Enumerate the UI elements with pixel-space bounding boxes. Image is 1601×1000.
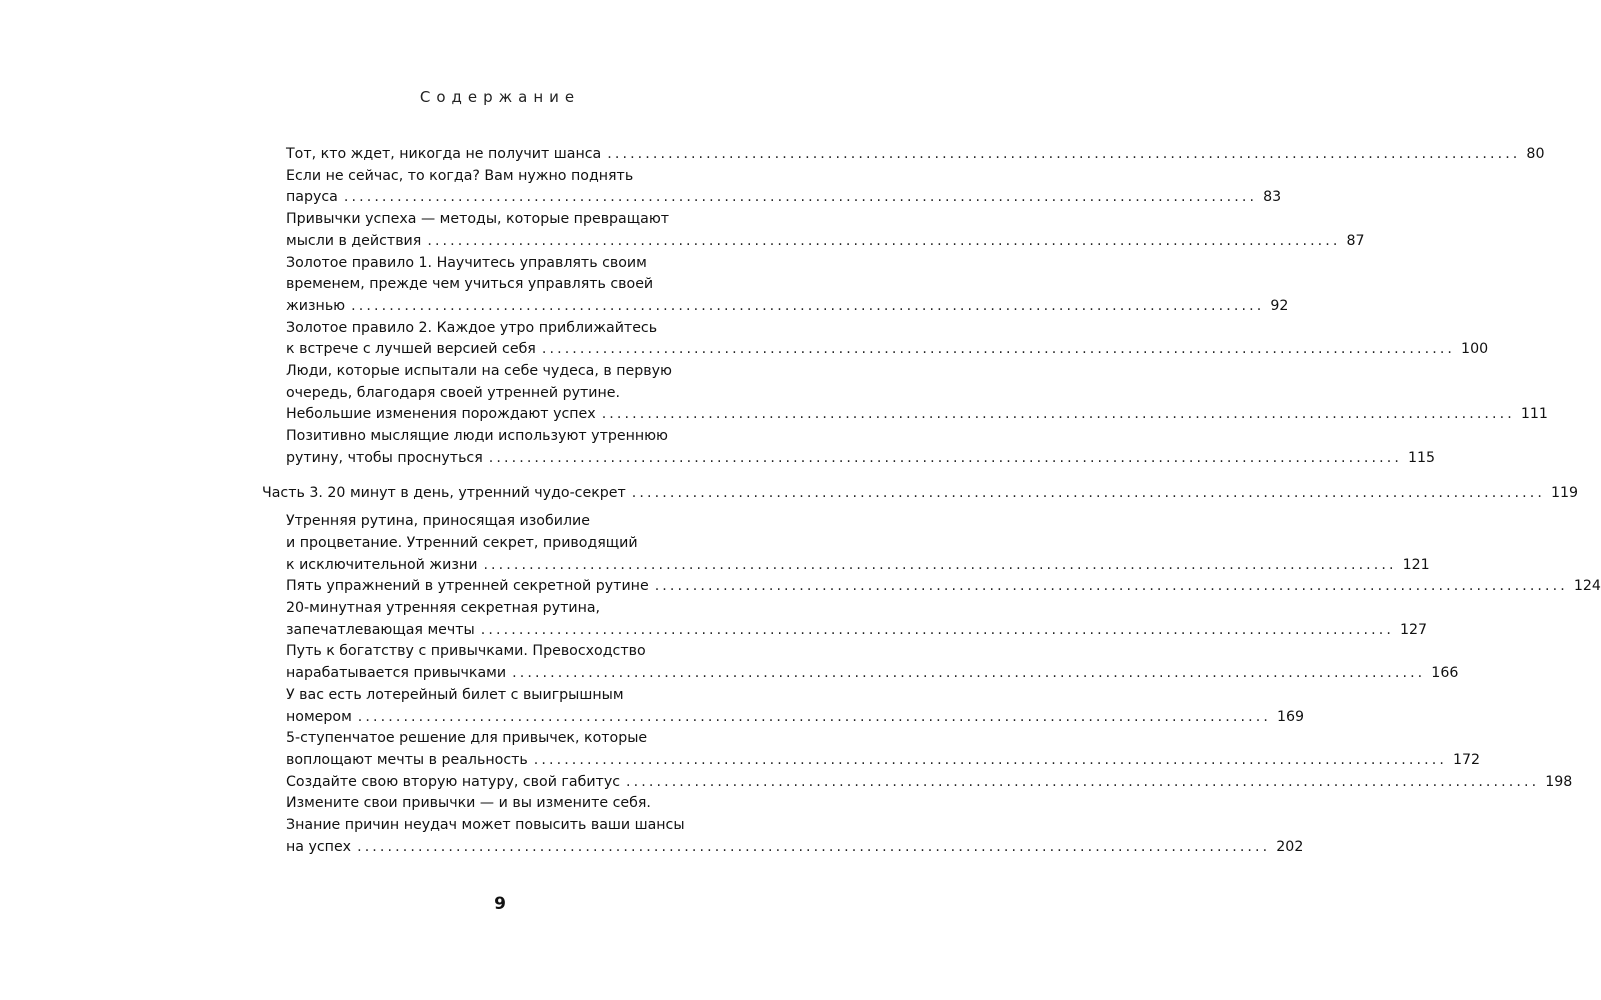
- dot-leader: ........................................................................................................................: [631, 484, 1545, 501]
- dot-leader: ........................................................................................................................: [351, 297, 1265, 314]
- toc-entry-text: Утренняя рутина, приносящая изобилие: [286, 513, 590, 530]
- toc-entry: [262, 598, 1428, 641]
- toc-part-entry: [262, 483, 1579, 505]
- dot-leader: ........................................................................................................................: [607, 146, 1521, 162]
- dot-leader: ........................................................................................................................: [488, 449, 1402, 466]
- toc-entry: [262, 815, 1304, 858]
- toc-entry-text: Создайте свою вторую натуру, свой габитус: [286, 773, 621, 790]
- toc-entry-text: мысли в действия: [286, 232, 422, 249]
- toc-entry-text: Золотое правило 2. Каждое утро приближайтесь: [286, 319, 658, 336]
- toc-entry: [262, 685, 1305, 728]
- dot-leader: ........................................................................................................................: [601, 406, 1515, 423]
- toc-entry-text: Тот, кто ждет, никогда не получит шанса: [286, 146, 602, 162]
- toc-entry: [262, 209, 1365, 252]
- toc-entry-text: Золотое правило 1. Научитесь управлять своим: [286, 254, 647, 271]
- toc-page-number: 87: [1346, 232, 1365, 249]
- toc-page-number: 127: [1399, 621, 1428, 638]
- toc-entry-text: и процветание. Утренний секрет, приводящий: [286, 534, 638, 551]
- toc-entry: [262, 166, 1282, 209]
- toc-page-number: 172: [1452, 751, 1481, 768]
- toc-entry-text: паруса: [286, 189, 338, 206]
- dot-leader: ........................................................................................................................: [357, 708, 1271, 725]
- toc-entry: [262, 576, 1601, 598]
- toc-page-number: 124: [1573, 578, 1601, 595]
- toc-entry-text: воплощают мечты в реальность: [286, 751, 528, 768]
- toc-page-number: 80: [1526, 146, 1545, 162]
- toc-entry-text: Пять упражнений в утренней секретной рутине: [286, 578, 649, 595]
- toc-page-number: 100: [1461, 341, 1489, 358]
- toc-entry: [262, 318, 1489, 361]
- toc-entry-text: Позитивно мыслящие люди используют утреннюю: [286, 428, 669, 445]
- dot-leader: ........................................................................................................................: [533, 751, 1447, 768]
- toc-entry-text: к исключительной жизни: [286, 556, 478, 573]
- toc-page-number: 119: [1550, 484, 1579, 501]
- toc-page-number: 111: [1520, 406, 1548, 423]
- dot-leader: ........................................................................................................................: [343, 189, 1258, 206]
- toc-page-number: 198: [1545, 773, 1573, 790]
- toc-entry-text: запечатлевающая мечты: [286, 621, 475, 638]
- dot-leader: ........................................................................................................................: [480, 621, 1394, 638]
- toc-entry-text: Измените свои привычки — и вы измените себя.: [286, 795, 651, 812]
- toc-page-number: 166: [1431, 665, 1459, 682]
- toc-page-number: 202: [1276, 838, 1304, 855]
- toc-entry: [262, 772, 1573, 794]
- toc-entry-text: 20-минутная утренняя секретная рутина,: [286, 600, 601, 617]
- toc-page-number: 115: [1407, 449, 1436, 466]
- dot-leader: ........................................................................................................................: [483, 556, 1397, 573]
- toc-entry-text: Знание причин неудач может повысить ваши шансы: [286, 817, 685, 834]
- table-of-contents: [262, 144, 1601, 859]
- toc-entry: [262, 426, 1436, 469]
- dot-leader: ........................................................................................................................: [626, 773, 1540, 790]
- toc-entry-text: Люди, которые испытали на себе чудеса, в первую: [286, 363, 672, 380]
- toc-page-number: 169: [1276, 708, 1305, 725]
- dot-leader: ........................................................................................................................: [427, 232, 1341, 249]
- dot-leader: ........................................................................................................................: [654, 578, 1568, 595]
- toc-entry-text: 5-ступенчатое решение для привычек, которые: [286, 730, 648, 747]
- toc-entry-text: к встрече с лучшей версией себя: [286, 341, 536, 358]
- toc-entry-text: Небольшие изменения порождают успех: [286, 406, 596, 423]
- toc-entry-text: рутину, чтобы проснуться: [286, 449, 483, 466]
- toc-entry: [262, 511, 1430, 576]
- toc-entry-text: У вас есть лотерейный билет с выигрышным: [286, 686, 624, 703]
- toc-entry-text: Привычки успеха — методы, которые превращают: [286, 211, 670, 228]
- dot-leader: ........................................................................................................................: [512, 665, 1426, 682]
- toc-entry-text: Если не сейчас, то когда? Вам нужно поднять: [286, 167, 634, 184]
- toc-entry-text: очередь, благодаря своей утренней рутине.: [286, 384, 621, 401]
- toc-entry: [262, 404, 1548, 426]
- toc-entry: [262, 144, 1545, 166]
- toc-entry-text: номером: [286, 708, 352, 725]
- toc-entry-text: временем, прежде чем учиться управлять своей: [286, 276, 654, 293]
- toc-page-number: 92: [1270, 297, 1289, 314]
- dot-leader: ........................................................................................................................: [357, 838, 1271, 855]
- toc-entry: [262, 728, 1481, 771]
- dot-leader: ........................................................................................................................: [541, 341, 1456, 358]
- page-number: 9: [494, 894, 506, 914]
- toc-entry: [262, 361, 742, 404]
- toc-page-number: 83: [1263, 189, 1282, 206]
- toc-entry-text: Путь к богатству с привычками. Превосходство: [286, 643, 646, 660]
- toc-entry-text: на успех: [286, 838, 352, 855]
- toc-entry: [262, 641, 1459, 684]
- toc-page-number: 121: [1402, 556, 1430, 573]
- toc-entry-text: Часть 3. 20 минут в день, утренний чудо-секрет: [262, 484, 626, 501]
- page-title: Содержание: [419, 88, 581, 106]
- toc-entry: [262, 793, 742, 815]
- toc-entry-text: жизнью: [286, 297, 346, 314]
- toc-entry: [262, 253, 1289, 318]
- toc-entry-text: нарабатывается привычками: [286, 665, 507, 682]
